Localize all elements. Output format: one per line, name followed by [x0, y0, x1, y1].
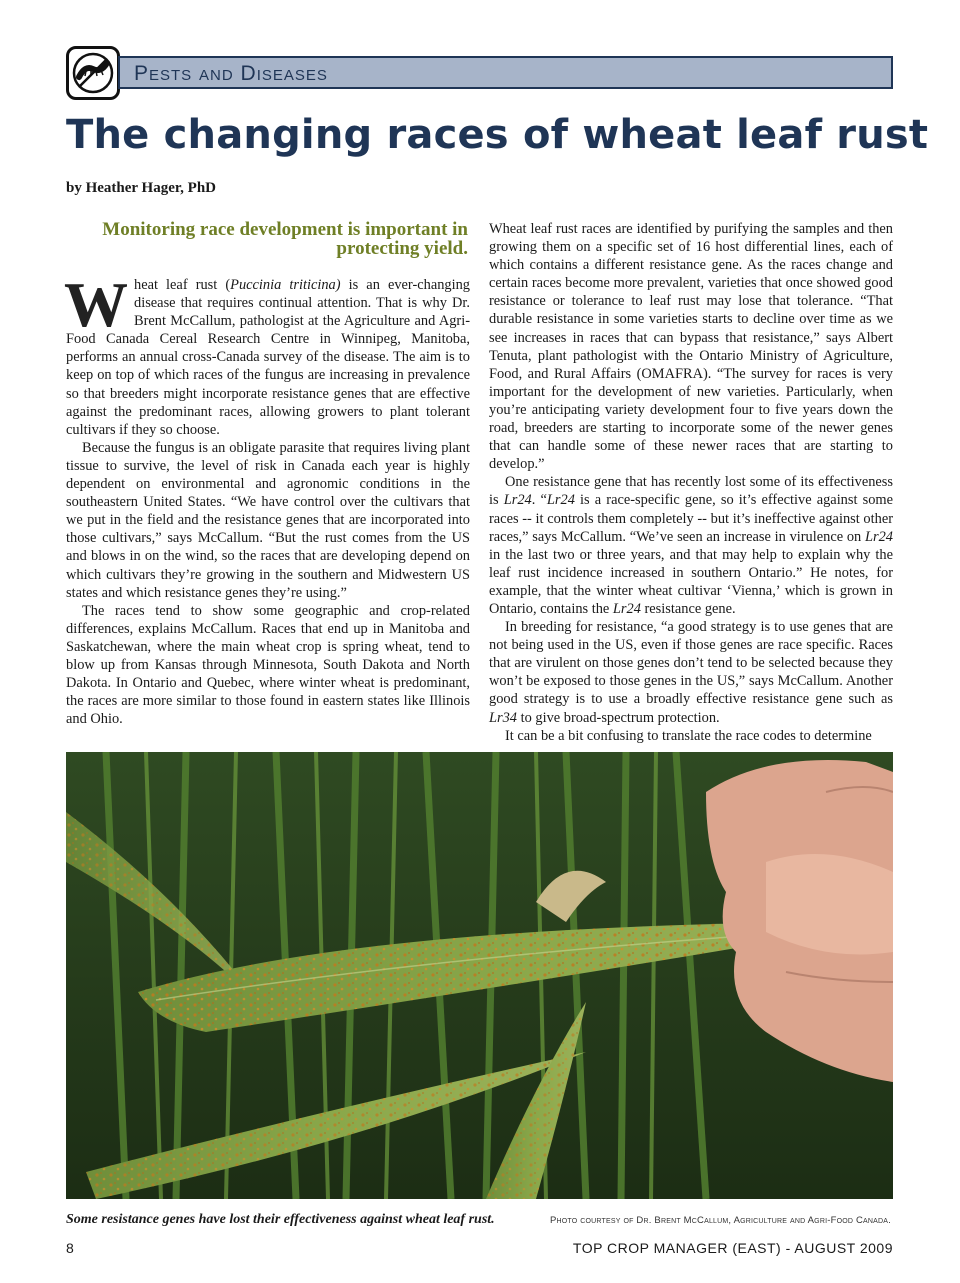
italic-text-run: Lr24 — [612, 600, 641, 617]
section-label: Pests and Diseases — [134, 62, 328, 85]
text-run: is an ever-changing disease that requires continual attention. That is why Dr. Brent McCallum, pathologist at the Agriculture and Agri-Food Canada Cereal Research Centre in Winnipeg, Manitoba, performs an annual cross-Canada survey of the disease. The aim is to keep on top of which races of the fungus are increasing in prevalence so that breeders might incorporate resistance genes that are effective against the predominant races, allowing growers to plant tolerant cultivars if they so choose. — [66, 277, 470, 438]
left-column — [66, 220, 470, 728]
caterpillar-icon — [66, 46, 120, 100]
paragraph — [489, 618, 893, 727]
paragraph — [66, 439, 470, 602]
text-run: In breeding for resistance, “a good strategy is to use genes that are not being used in the US, even if those genes are race specific. Races that are virulent on those genes don’t tend to be selected because they won’t be exposed to those genes in the US,” says McCallum. Another good strategy is to use a broadly effective resistance gene such as — [489, 619, 893, 708]
text-run: heat leaf rust ( — [134, 277, 231, 293]
italic-text-run: Lr24 — [503, 492, 532, 509]
paragraph — [489, 727, 893, 745]
byline: by Heather Hager, PhD — [66, 180, 216, 196]
right-column — [489, 220, 893, 745]
left-paragraphs — [64, 269, 470, 728]
italic-text-run: Puccinia triticina) — [230, 277, 341, 293]
text-run: The races tend to show some geographic and crop-related differences, explains McCallum. Races that end up in Manitoba and Saskatchewan, where the main wheat crop is spring wheat, tend to blow up from Kansas through Minnesota, South Dakota and North Dakota. In Ontario and Quebec, where winter wheat is predominant, the races are more similar to those found in eastern states like Illinois and Ohio. — [66, 602, 470, 728]
text-run: Wheat leaf rust races are identified by purifying the samples and then growing them on a specific set of 16 host differential lines, each of which contains a different resistance gene. As the races change and certain races become more prevalent, varieties that once showed good resistance or tolerance to leaf rust may lose that tolerance. “That durable resistance in some varieties starts to decline over time as we see increases in races that can bypass that resistance,” says Albert Tenuta, plant pathologist with the Ontario Ministry of Agriculture, Food, and Rural Affairs (OMAFRA). “The survey for races is very important for the development of new varieties. Particularly, when you’re anticipating variety development four to five years down the road, breeders are starting to incorporate some of the newer genes that can handle some of these newer races that are starting to develop.” — [489, 221, 893, 473]
paragraph — [64, 269, 470, 439]
text-run: . “ — [531, 492, 547, 509]
italic-text-run: Lr24 — [865, 528, 893, 545]
text-run: One resistance gene that has recently lost some of its effectiveness is — [489, 474, 893, 509]
text-run: in the last two or three years, and that may help to explain why the leaf rust incidence increased in southern Ontario.” He notes, for example, that the winter wheat cultivar ‘Vienna,’ which is grown in Ontario, contains the — [489, 546, 893, 617]
text-run: Because the fungus is an obligate parasite that requires living plant tissue to survive, the level of risk in Canada each year is highly dependent on environmental and agronomic conditions in the southeastern United States. “We have control over the cultivars that we put in the field and the resistance genes that are incorporated into those cultivars,” says McCallum. “But the rust comes from the US and blows in on the wind, so the races that are developing depend on which cultivars they’re growing in the southern and Midwestern US states and which resistance genes they’re using.” — [66, 439, 470, 601]
text-run: is a race-specific gene, so it’s effective against some races -- it controls them completely -- but it’s ineffective against other races,” says McCallum. “We’ve seen an increase in virulence on — [489, 492, 893, 545]
photo-caption: Some resistance genes have lost their effectiveness against wheat leaf rust. — [66, 1212, 495, 1227]
photo-credit: Photo courtesy of Dr. Brent McCallum, Agriculture and Agri-Food Canada. — [550, 1215, 891, 1226]
page-number: 8 — [66, 1240, 74, 1256]
paragraph — [66, 602, 470, 729]
paragraph — [489, 220, 893, 473]
article-title: The changing races of wheat leaf rust — [66, 112, 929, 158]
magazine-footer: TOP CROP MANAGER (EAST) - AUGUST 2009 — [572, 1240, 893, 1256]
paragraph — [489, 473, 893, 618]
subhead: Monitoring race development is important in protecting yield. — [102, 219, 468, 259]
text-run: resistance gene. — [640, 600, 736, 617]
text-run: It can be a bit confusing to translate the race codes to determine — [505, 727, 872, 744]
italic-text-run: Lr34 — [489, 709, 517, 726]
text-run: to give broad-spectrum protection. — [517, 709, 720, 726]
italic-text-run: Lr24 — [546, 492, 575, 509]
wheat-leaf-rust-photo — [66, 752, 893, 1199]
drop-cap: W — [64, 269, 128, 340]
section-banner — [118, 56, 893, 89]
right-paragraphs — [489, 220, 893, 745]
